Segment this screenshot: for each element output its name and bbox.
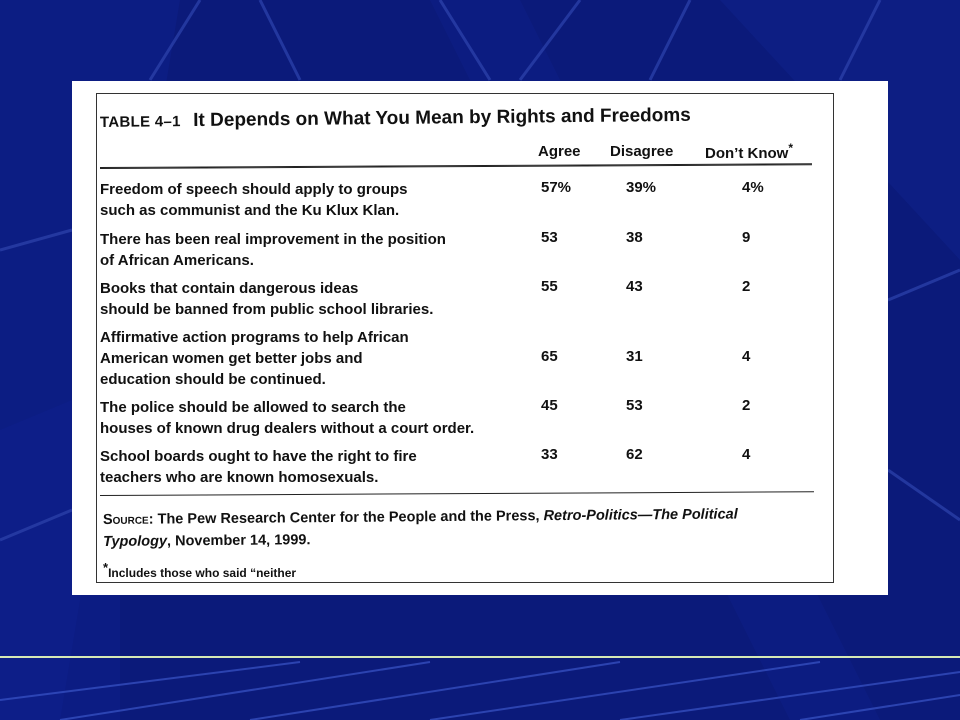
dont-know-value: 2	[742, 397, 751, 414]
statement-line: Affirmative action programs to help African	[100, 329, 409, 346]
dont-know-value: 4	[742, 348, 751, 365]
dont-know-value: 2	[742, 278, 751, 295]
statement-line: of African Americans.	[100, 252, 254, 269]
agree-value: 57%	[541, 179, 572, 196]
table-name: It Depends on What You Mean by Rights and Freedoms	[193, 104, 691, 132]
disagree-value: 53	[626, 397, 643, 414]
source-note	[103, 503, 803, 553]
row-statement	[100, 179, 520, 221]
dont-know-label: Don’t Know	[705, 145, 789, 162]
source-publication-line2: Typology	[103, 533, 168, 550]
row-statement	[100, 278, 520, 320]
source-text: The Pew Research Center for the People and the Press,	[157, 508, 540, 528]
agree-value: 65	[541, 348, 558, 365]
disagree-value: 39%	[626, 179, 657, 196]
statement-line: such as communist and the Ku Klux Klan.	[100, 202, 400, 219]
dont-know-asterisk: *	[788, 141, 793, 155]
row-statement	[100, 397, 540, 439]
column-header-dont-know	[705, 141, 793, 162]
table-number: TABLE 4–1	[99, 113, 181, 131]
statement-line: Books that contain dangerous ideas	[100, 280, 359, 297]
agree-value: 55	[541, 278, 558, 295]
footnote-text: Includes those who said “neither	[108, 566, 297, 580]
statement-line: houses of known drug dealers without a court order.	[100, 420, 475, 437]
statement-line: School boards ought to have the right to fire	[100, 448, 417, 465]
row-statement	[100, 229, 520, 271]
row-statement	[100, 446, 520, 488]
disagree-value: 38	[626, 229, 643, 246]
statement-line: Freedom of speech should apply to groups	[100, 181, 408, 198]
dont-know-value: 9	[742, 229, 751, 246]
statement-line: There has been real improvement in the position	[100, 231, 446, 248]
footnote	[103, 560, 296, 580]
footnote-mark: *	[103, 560, 109, 575]
statement-line: The police should be allowed to search the	[100, 399, 406, 416]
table-card	[72, 81, 888, 595]
statement-line: American women get better jobs and	[100, 350, 363, 367]
row-statement	[100, 327, 520, 390]
statement-line: teachers who are known homosexuals.	[100, 469, 379, 486]
agree-value: 53	[541, 229, 558, 246]
column-header-agree: Agree	[538, 143, 581, 160]
disagree-value: 31	[626, 348, 643, 365]
agree-value: 33	[541, 446, 558, 463]
source-date: , November 14, 1999.	[166, 532, 311, 550]
source-label: Source:	[102, 511, 154, 529]
agree-value: 45	[541, 397, 558, 414]
disagree-value: 62	[626, 446, 643, 463]
statement-line: should be banned from public school libraries.	[100, 301, 434, 318]
source-publication-line1: Retro-Politics—The Political	[543, 506, 738, 525]
dont-know-value: 4	[742, 446, 751, 463]
column-header-disagree: Disagree	[610, 143, 674, 160]
disagree-value: 43	[626, 278, 643, 295]
dont-know-value: 4%	[742, 179, 764, 196]
statement-line: education should be continued.	[100, 371, 326, 388]
